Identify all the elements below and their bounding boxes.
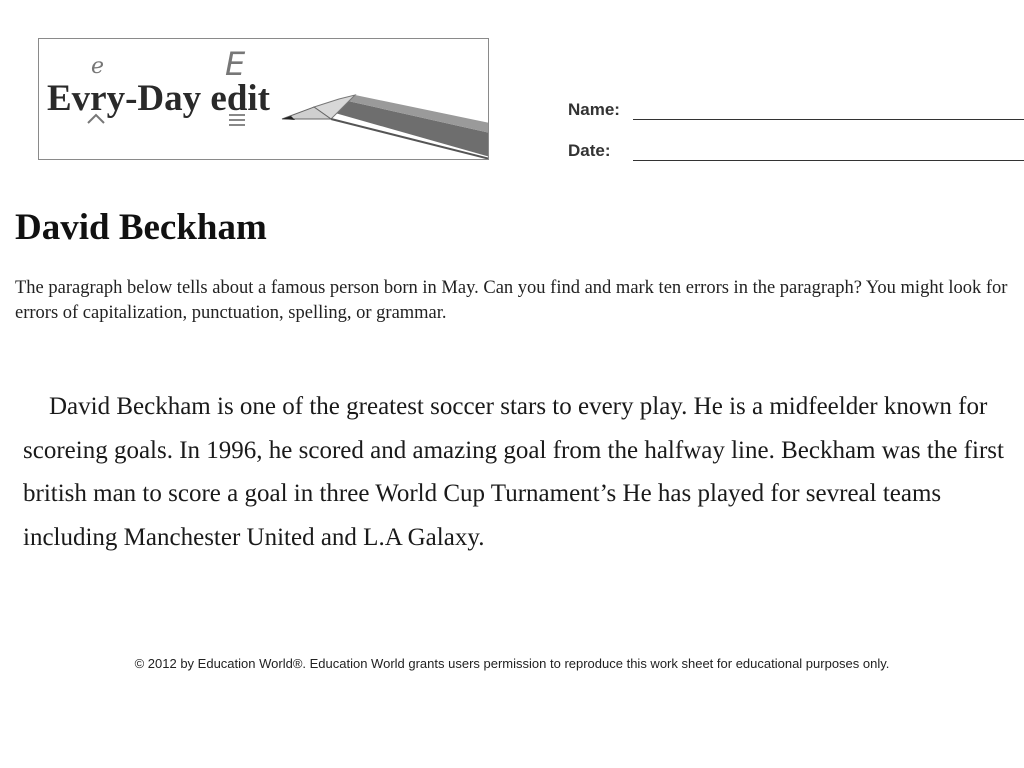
correction-letter-e: e	[91, 54, 105, 79]
every-day-edit-logo	[38, 38, 489, 160]
instructions: The paragraph below tells about a famous person born in May. Can you find and mark ten errors in the paragraph? You might look for errors of capitalization, punctuation, spelling, or grammar.	[15, 278, 1008, 323]
correction-letter-E: E	[225, 45, 246, 83]
edit-passage: David Beckham is one of the greatest soccer stars to every play. He is a midfeelder known for scoreing goals. In 1996, he scored and amazing goal from the halfway line. Beckham was the first british man to score a goal in three World Cup Turnament’s He has played for sevreal teams including Manchester United and L.A Galaxy.	[23, 393, 1004, 551]
name-line[interactable]	[633, 119, 1024, 120]
date-field[interactable]	[568, 137, 1024, 161]
date-line[interactable]	[633, 160, 1024, 161]
name-label: Name:	[568, 100, 620, 119]
copyright-footer: © 2012 by Education World®. Education World grants users permission to reproduce this work sheet for educational purposes only.	[134, 656, 890, 671]
name-field[interactable]	[568, 96, 1024, 120]
date-label: Date:	[568, 141, 611, 160]
logo-text: Evry-Day edit	[47, 78, 270, 119]
worksheet-title: David Beckham	[15, 207, 267, 248]
